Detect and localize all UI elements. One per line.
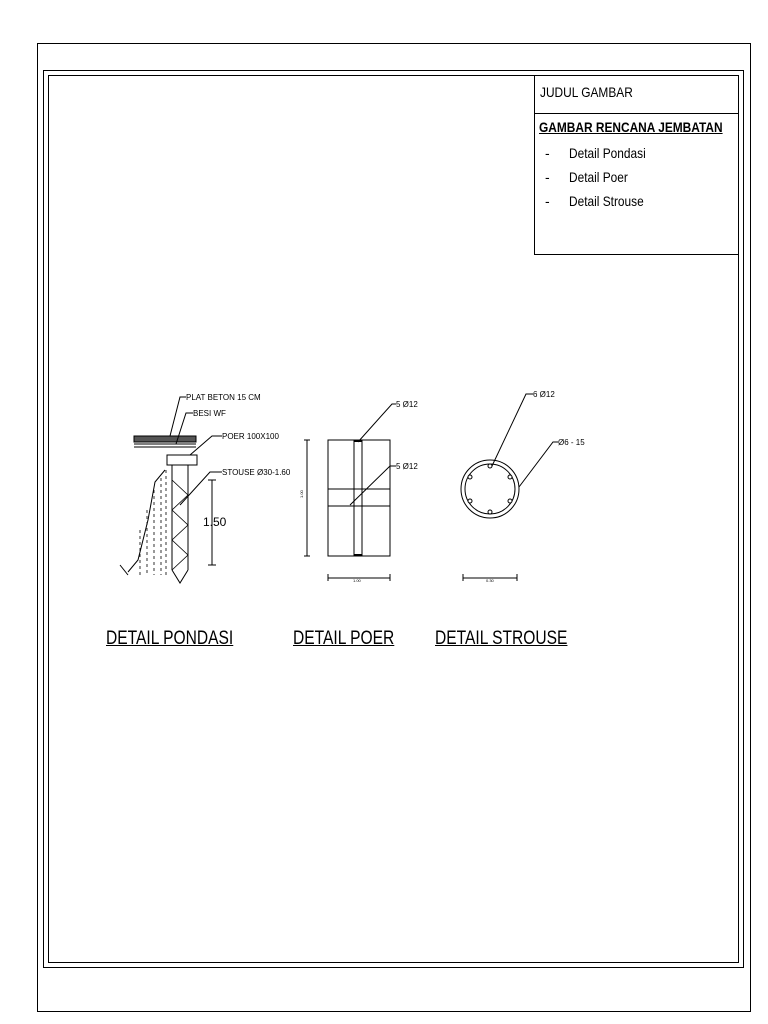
- list-item-label: Detail Poer: [569, 169, 628, 185]
- plat-beton-slab: [134, 436, 196, 442]
- pondasi-drawing: [120, 397, 222, 583]
- label-besi-wf: BESI WF: [193, 409, 226, 418]
- label-rebar-top: 5 Ø12: [396, 400, 418, 409]
- dim-bottom-label: 0.30: [486, 578, 494, 583]
- list-item-label: Detail Pondasi: [569, 145, 646, 161]
- rebar-points: [468, 464, 512, 514]
- caption-detail-poer: DETAIL POER: [293, 628, 395, 649]
- list-dash: -: [545, 145, 550, 161]
- list-dash: -: [545, 169, 550, 185]
- label-rebar-mid: 5 Ø12: [396, 462, 418, 471]
- leader-top: [358, 404, 396, 442]
- poer-block: [167, 455, 197, 465]
- label-spiral: Ø6 - 15: [558, 438, 585, 447]
- caption-detail-pondasi: DETAIL PONDASI: [106, 628, 234, 649]
- poer-drawing: [304, 404, 396, 581]
- dim-side-label: 1.00: [299, 490, 304, 498]
- soil-tick: [120, 565, 128, 575]
- strouse-spiral: [172, 480, 188, 570]
- label-strouse: STOUSE Ø30-1.60: [222, 468, 291, 477]
- leader-plat: [170, 397, 186, 436]
- dim-depth-label: 1.50: [203, 515, 227, 529]
- list-item-label: Detail Strouse: [569, 193, 644, 209]
- label-poer: POER 100X100: [222, 432, 279, 441]
- poer-outline: [328, 440, 390, 556]
- soil-line: [128, 470, 165, 572]
- strouse-tip: [172, 570, 188, 583]
- title-block-heading: JUDUL GAMBAR: [540, 84, 633, 100]
- soil-hatch: [140, 470, 166, 575]
- leader-bars: [492, 394, 533, 466]
- strouse-outer-circle: [461, 460, 519, 518]
- leader-strouse: [180, 472, 222, 505]
- caption-detail-strouse: DETAIL STROUSE: [435, 628, 568, 649]
- drawing-title: GAMBAR RENCANA JEMBATAN: [539, 119, 723, 135]
- list-dash: -: [545, 193, 550, 209]
- leader-spiral: [519, 442, 558, 487]
- label-bars: 6 Ø12: [533, 390, 555, 399]
- strouse-spiral-circle: [465, 464, 515, 514]
- strouse-drawing: [461, 394, 558, 581]
- leader-mid: [350, 466, 396, 505]
- label-plat-beton: PLAT BETON 15 CM: [186, 393, 261, 402]
- dim-bottom-label: 1.00: [353, 578, 361, 583]
